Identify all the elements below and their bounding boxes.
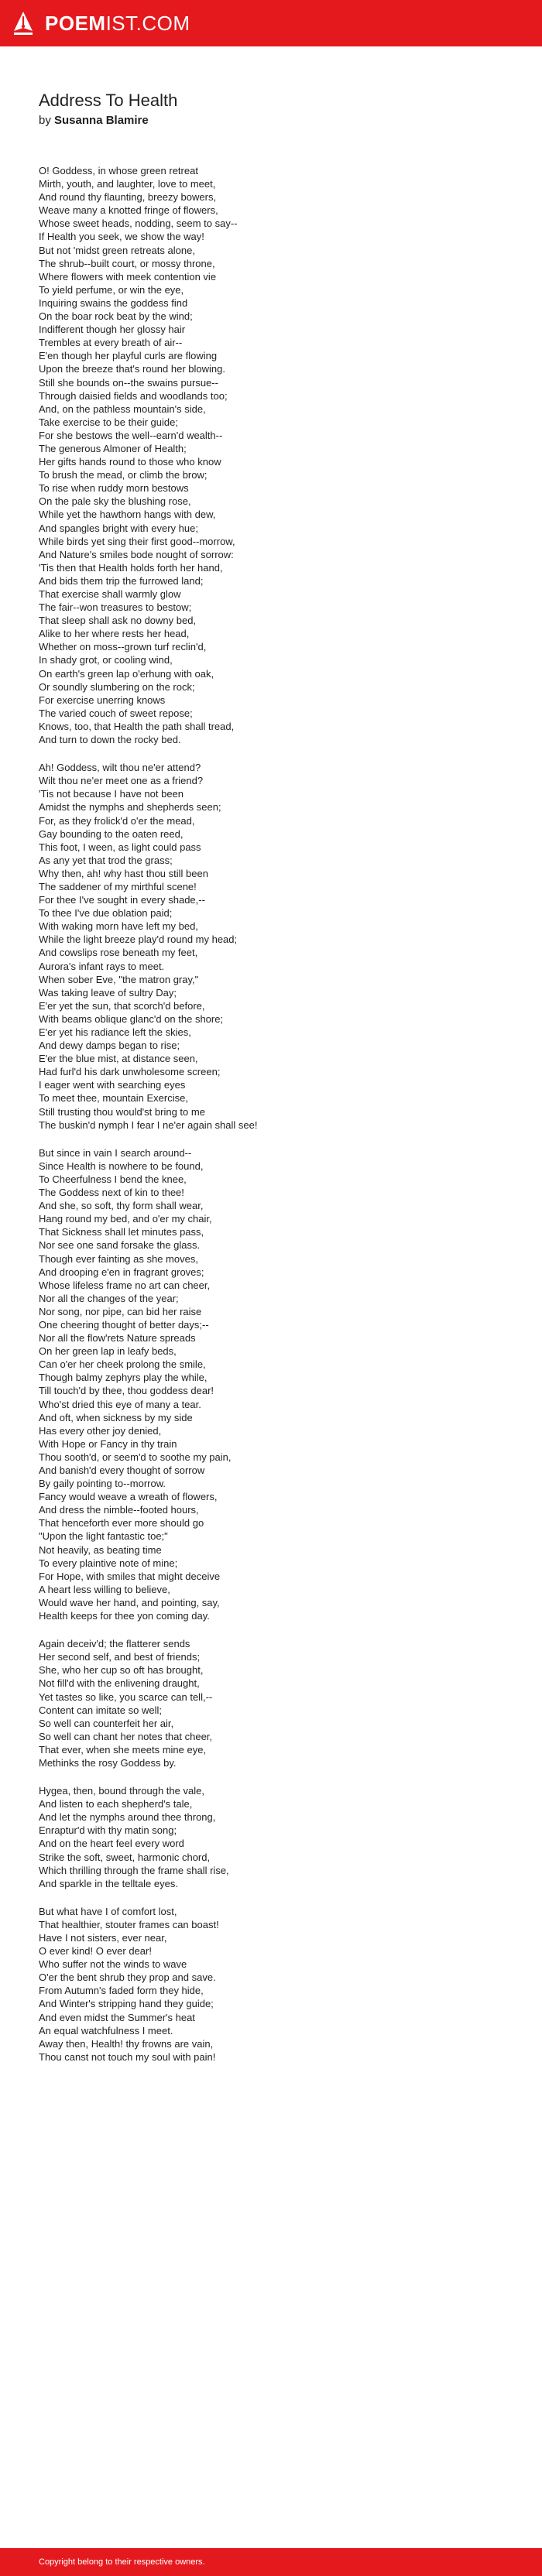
poem-line: Inquiring swains the goddess find — [39, 296, 188, 309]
poem-line: And sparkle in the telltale eyes. — [39, 1877, 178, 1889]
poem-line: E'er yet the sun, that scorch'd before, — [39, 999, 205, 1012]
poem-stanza — [39, 1905, 519, 2064]
poem-line: That henceforth ever more should go — [39, 1517, 204, 1530]
poem-line: And Winter's stripping hand they guide; — [39, 1998, 214, 2010]
poem-stanza — [39, 1146, 519, 1622]
poem-line: E'er yet his radiance left the skies, — [39, 1026, 191, 1038]
poem-line: Till touch'd by thee, thou goddess dear! — [39, 1385, 214, 1397]
poem-line: And bids them trip the furrowed land; — [39, 574, 204, 587]
logo-wordmark — [45, 9, 190, 37]
poem-line: And on the heart feel every word — [39, 1838, 184, 1850]
poem-line: Since Health is nowhere to be found, — [39, 1160, 204, 1172]
poem-line: With waking morn have left my bed, — [39, 920, 198, 933]
poem-line: Would wave her hand, and pointing, say, — [39, 1596, 220, 1608]
poem-line: And let the nymphs around thee throng, — [39, 1811, 216, 1824]
poem-line: By gaily pointing to--morrow. — [39, 1478, 166, 1490]
poem-line: Upon the breeze that's round her blowing. — [39, 363, 225, 375]
poem-stanza — [39, 164, 519, 746]
poem-line: Hygea, then, bound through the vale, — [39, 1785, 204, 1797]
poem-line: Nor see one sand forsake the glass. — [39, 1239, 201, 1252]
poem-line: Nor all the changes of the year; — [39, 1292, 179, 1304]
poem-byline — [39, 113, 149, 128]
poem-line: Her second self, and best of friends; — [39, 1651, 201, 1663]
poem-line: Wilt thou ne'er meet one as a friend? — [39, 775, 204, 787]
poem-line: But what have I of comfort lost, — [39, 1905, 177, 1917]
poem-line: Still she bounds on--the swains pursue-- — [39, 376, 218, 389]
poem-line: Why then, ah! why hast thou still been — [39, 867, 208, 879]
poem-line: That healthier, stouter frames can boast! — [39, 1918, 219, 1930]
poem-line: And Nature's smiles bode nought of sorrow: — [39, 548, 234, 560]
poem-line: And drooping e'en in fragrant groves; — [39, 1266, 204, 1278]
poem-line: And, on the pathless mountain's side, — [39, 402, 206, 415]
poem-body — [39, 164, 519, 2078]
poem-stanza — [39, 1637, 519, 1769]
poem-line: Whose sweet heads, nodding, seem to say-- — [39, 218, 238, 230]
poem-line: 'Tis not because I have not been — [39, 788, 184, 800]
poem-line: Fancy would weave a wreath of flowers, — [39, 1491, 218, 1503]
poem-line: Methinks the rosy Goddess by. — [39, 1756, 177, 1769]
poem-line: While birds yet sing their first good--morrow, — [39, 535, 235, 547]
poem-line: As any yet that trod the grass; — [39, 854, 173, 866]
pen-nib-icon — [10, 10, 36, 36]
copyright-text: Copyright belong to their respective owners. — [39, 2557, 205, 2567]
site-footer — [0, 2548, 542, 2576]
poem-line: Can o'er her cheek prolong the smile, — [39, 1358, 206, 1371]
poem-stanza — [39, 1784, 519, 1890]
poem-line: With Hope or Fancy in thy train — [39, 1437, 177, 1450]
poem-line: Had furl'd his dark unwholesome screen; — [39, 1066, 221, 1078]
poem-line: Strike the soft, sweet, harmonic chord, — [39, 1851, 211, 1863]
poem-line: When sober Eve, "the matron gray," — [39, 973, 199, 985]
poem-line: And she, so soft, thy form shall wear, — [39, 1200, 204, 1212]
poem-line: One cheering thought of better days;-- — [39, 1318, 209, 1331]
poem-line: Whose lifeless frame no art can cheer, — [39, 1279, 211, 1291]
poem-line: The fair--won treasures to bestow; — [39, 601, 192, 614]
poem-line: Where flowers with meek contention vie — [39, 270, 217, 283]
poem-line: The buskin'd nymph I fear I ne'er again shall see! — [39, 1118, 258, 1131]
logo-text-light: IST.COM — [105, 12, 190, 35]
poem-line: To brush the mead, or climb the brow; — [39, 469, 208, 481]
poem-line: From Autumn's faded form they hide, — [39, 1985, 204, 1997]
poem-line: Ah! Goddess, wilt thou ne'er attend? — [39, 762, 201, 774]
poem-line: To Cheerfulness I bend the knee, — [39, 1173, 187, 1185]
poem-line: Amidst the nymphs and shepherds seen; — [39, 801, 221, 814]
poem-line: Alike to her where rests her head, — [39, 628, 190, 640]
poem-stanza — [39, 761, 519, 1132]
logo-text-strong: POEM — [45, 12, 106, 35]
poem-line: Have I not sisters, ever near, — [39, 1932, 167, 1944]
poem-line: For, as they frolick'd o'er the mead, — [39, 814, 195, 827]
poem-line: Weave many a knotted fringe of flowers, — [39, 204, 218, 217]
poem-line: While yet the hawthorn hangs with dew, — [39, 509, 216, 521]
poem-line: So well can counterfeit her air, — [39, 1717, 174, 1729]
poem-line: And banish'd every thought of sorrow — [39, 1464, 205, 1476]
poem-line: Gay bounding to the oaten reed, — [39, 827, 184, 840]
poem-line: To meet thee, mountain Exercise, — [39, 1092, 188, 1105]
poem-line: Again deceiv'd; the flatterer sends — [39, 1638, 190, 1650]
site-logo[interactable] — [10, 9, 190, 37]
poem-line: To rise when ruddy morn bestows — [39, 482, 189, 495]
poem-line: To yield perfume, or win the eye, — [39, 283, 184, 296]
poem-line: E'en though her playful curls are flowing — [39, 350, 218, 362]
poem-line: And cowslips rose beneath my feet, — [39, 947, 198, 959]
poem-line: To every plaintive note of mine; — [39, 1557, 178, 1569]
poem-line: Which thrilling through the frame shall rise, — [39, 1864, 229, 1876]
poem-line: O'er the bent shrub they prop and save. — [39, 1971, 216, 1984]
poem-line: Though ever fainting as she moves, — [39, 1252, 198, 1265]
poem-line: This foot, I ween, as light could pass — [39, 841, 201, 853]
poem-line: Was taking leave of sultry Day; — [39, 986, 177, 999]
poem-line: With beams oblique glanc'd on the shore; — [39, 1012, 224, 1025]
poem-line: I eager went with searching eyes — [39, 1079, 186, 1091]
poem-line: The generous Almoner of Health; — [39, 442, 187, 454]
poem-line: Thou canst not touch my soul with pain! — [39, 2050, 216, 2063]
poem-line: Though balmy zephyrs play the while, — [39, 1372, 208, 1384]
poem-title: Address To Health — [39, 91, 178, 110]
poem-line: Mirth, youth, and laughter, love to meet, — [39, 178, 216, 190]
poem-line: Hang round my bed, and o'er my chair, — [39, 1213, 212, 1225]
poem-line: And even midst the Summer's heat — [39, 2011, 195, 2023]
poem-line: While the light breeze play'd round my head; — [39, 933, 238, 946]
poem-line: On the boar rock beat by the wind; — [39, 310, 193, 323]
poem-line: The Goddess next of kin to thee! — [39, 1187, 184, 1199]
site-header — [0, 0, 542, 46]
poem-line: Indifferent though her glossy hair — [39, 324, 186, 336]
poem-line: For thee I've sought in every shade,-- — [39, 894, 205, 906]
poem-line: Knows, too, that Health the path shall tread, — [39, 720, 235, 732]
poem-line: Not heavily, as beating time — [39, 1543, 162, 1556]
poem-line: A heart less willing to believe, — [39, 1583, 170, 1595]
poem-line: For she bestows the well--earn'd wealth-- — [39, 429, 223, 441]
poem-line: And dress the nimble--footed hours, — [39, 1504, 199, 1516]
poem-line: O! Goddess, in whose green retreat — [39, 165, 198, 176]
poem-line: The saddener of my mirthful scene! — [39, 880, 197, 892]
poem-line: And oft, when sickness by my side — [39, 1411, 193, 1423]
byline-label: by — [39, 114, 51, 127]
poem-line: E'er the blue mist, at distance seen, — [39, 1053, 198, 1065]
poem-line: 'Tis then that Health holds forth her hand, — [39, 561, 223, 574]
poem-line: She, who her cup so oft has brought, — [39, 1664, 204, 1677]
poem-line: Away then, Health! thy frowns are vain, — [39, 2037, 214, 2050]
poem-line: But since in vain I search around-- — [39, 1146, 192, 1159]
poem-line: Health keeps for thee yon coming day. — [39, 1610, 210, 1622]
poem-line: To thee I've due oblation paid; — [39, 907, 173, 920]
poem-line: Through daisied fields and woodlands too; — [39, 389, 228, 402]
poem-line: Thou sooth'd, or seem'd to soothe my pain, — [39, 1451, 232, 1463]
poem-line: The shrub--built court, or mossy throne, — [39, 257, 215, 269]
poem-line: Not fill'd with the enlivening draught, — [39, 1677, 200, 1690]
poem-line: On earth's green lap o'erhung with oak, — [39, 667, 214, 680]
poem-line: Has every other joy denied, — [39, 1424, 162, 1437]
poem-line: Whether on moss--grown turf reclin'd, — [39, 641, 207, 653]
poem-line: That ever, when she meets mine eye, — [39, 1743, 207, 1756]
poem-line: Trembles at every breath of air-- — [39, 337, 183, 349]
poem-line: That exercise shall warmly glow — [39, 588, 181, 600]
poem-line: And turn to down the rocky bed. — [39, 734, 181, 746]
poem-line: So well can chant her notes that cheer, — [39, 1730, 213, 1742]
poem-line: Take exercise to be their guide; — [39, 416, 178, 428]
author-link[interactable]: Susanna Blamire — [54, 114, 149, 127]
poem-line: And dewy damps began to rise; — [39, 1040, 180, 1052]
poem-line: Nor all the flow'rets Nature spreads — [39, 1332, 196, 1345]
poem-line: Or soundly slumbering on the rock; — [39, 680, 195, 693]
poem-line: Nor song, nor pipe, can bid her raise — [39, 1305, 202, 1317]
poem-line: O ever kind! O ever dear! — [39, 1945, 152, 1958]
poem-line: But not 'midst green retreats alone, — [39, 244, 195, 256]
poem-line: For Hope, with smiles that might deceive — [39, 1570, 221, 1582]
poem-line: On the pale sky the blushing rose, — [39, 495, 191, 508]
poem-line: And listen to each shepherd's tale, — [39, 1798, 193, 1810]
poem-line: Who suffer not the winds to wave — [39, 1958, 187, 1971]
poem-line: For exercise unerring knows — [39, 694, 166, 706]
poem-line: And round thy flaunting, breezy bowers, — [39, 191, 217, 204]
poem-line: Her gifts hands round to those who know — [39, 456, 221, 468]
poem-line: Aurora's infant rays to meet. — [39, 960, 165, 972]
poem-line: In shady grot, or cooling wind, — [39, 654, 173, 666]
poem-line: Still trusting thou would'st bring to me — [39, 1105, 205, 1118]
poem-line: Enraptur'd with thy matin song; — [39, 1824, 177, 1837]
poem-line: On her green lap in leafy beds, — [39, 1345, 177, 1358]
poem-line: "Upon the light fantastic toe;" — [39, 1530, 168, 1543]
poem-line: The varied couch of sweet repose; — [39, 707, 193, 719]
poem-line: Yet tastes so like, you scarce can tell,-- — [39, 1690, 213, 1703]
poem-line: And spangles bright with every hue; — [39, 522, 198, 534]
poem-line: If Health you seek, we show the way! — [39, 231, 204, 243]
poem-line: Content can imitate so well; — [39, 1704, 162, 1716]
poem-line: That sleep shall ask no downy bed, — [39, 615, 197, 627]
poem-line: Who'st dried this eye of many a tear. — [39, 1398, 201, 1410]
poem-line: That Sickness shall let minutes pass, — [39, 1226, 204, 1238]
poem-line: An equal watchfulness I meet. — [39, 2024, 173, 2036]
